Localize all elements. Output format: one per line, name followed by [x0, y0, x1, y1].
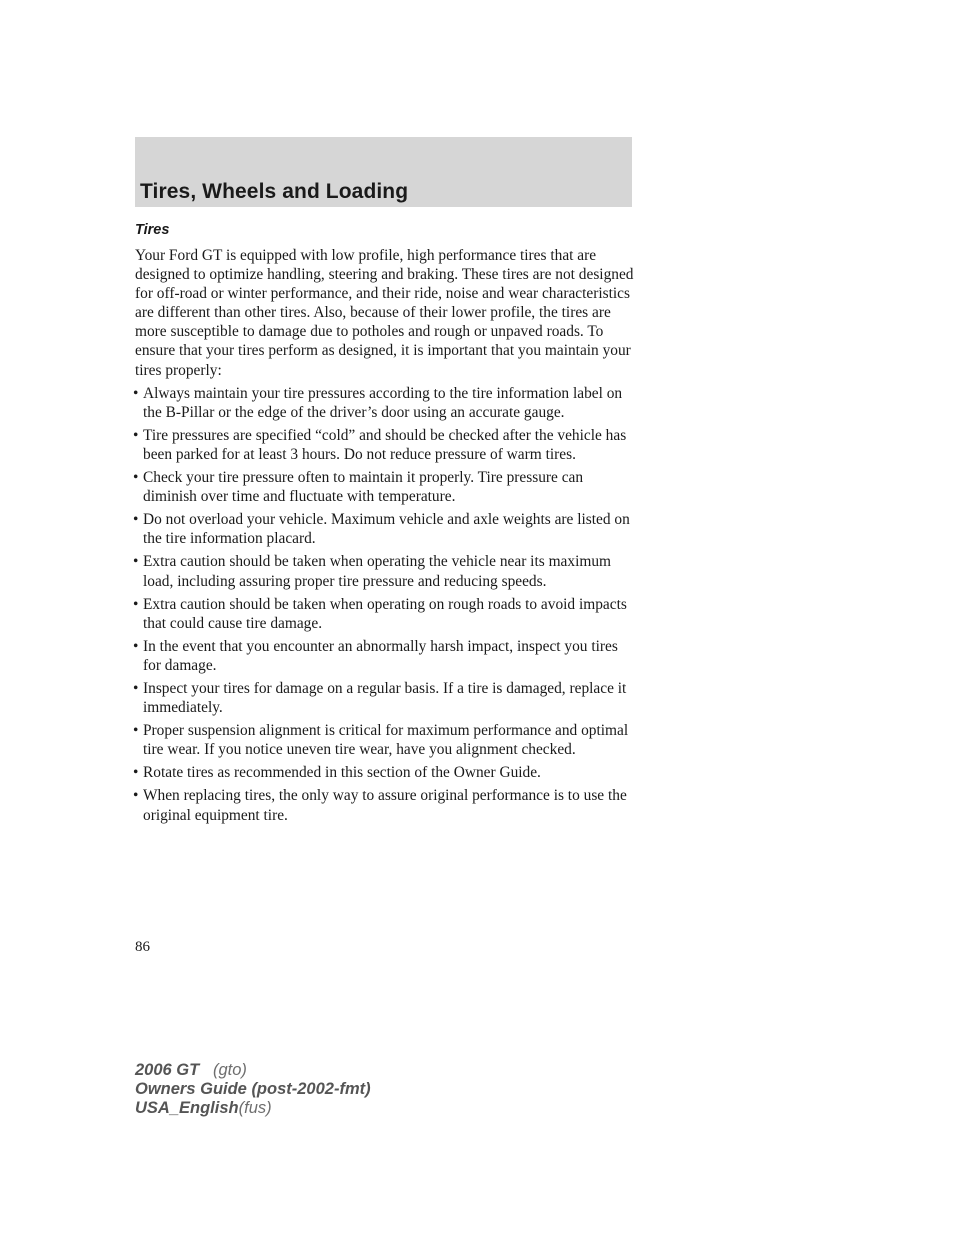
list-item: • Extra caution should be taken when operating the vehicle near its maximum load, including assuring proper tire pressure and reducing speeds.	[135, 552, 635, 590]
list-item: • Tire pressures are specified “cold” and should be checked after the vehicle has been parked for at least 3 hours. Do not reduce pressure of warm tires.	[135, 426, 635, 464]
list-item: • Check your tire pressure often to maintain it properly. Tire pressure can diminish over time and fluctuate with temperature.	[135, 468, 635, 506]
page-number: 86	[135, 939, 150, 955]
list-item: • Proper suspension alignment is critical for maximum performance and optimal tire wear. If you notice uneven tire wear, have you alignment checked.	[135, 721, 635, 759]
footer-guide-name: Owners Guide (post-2002-fmt)	[135, 1080, 371, 1099]
tire-maintenance-list	[135, 384, 635, 825]
list-item: • Always maintain your tire pressures according to the tire information label on the B-Pillar or the edge of the driver’s door using an accurate gauge.	[135, 384, 635, 422]
list-item: • Do not overload your vehicle. Maximum vehicle and axle weights are listed on the tire information placard.	[135, 510, 635, 548]
footer-model-code: (gto)	[212, 1061, 247, 1079]
intro-paragraph: Your Ford GT is equipped with low profile, high performance tires that are designed to optimize handling, steering and braking. These tires are not designed for off-road or winter performance, and their ride, noise and wear characteristics are different than other tires. Also, because of their lower profile, the tires are more susceptible to damage due to potholes and rough or unpaved roads. To ensure that your tires perform as designed, it is important that you maintain your tires properly:	[135, 247, 634, 379]
footer-model-year: 2006 GT	[135, 1061, 200, 1079]
page-header-title: Tires, Wheels and Loading	[140, 180, 409, 203]
footer-line-model	[135, 1061, 371, 1080]
list-item: • When replacing tires, the only way to assure original performance is to use the original equipment tire.	[135, 786, 635, 824]
page-content	[135, 221, 635, 829]
footer-line-language	[135, 1099, 371, 1118]
list-item: • In the event that you encounter an abnormally harsh impact, inspect you tires for damage.	[135, 637, 635, 675]
section-title: Tires	[135, 222, 170, 238]
footer-language-code: (fus)	[238, 1099, 272, 1118]
list-item: • Inspect your tires for damage on a regular basis. If a tire is damaged, replace it immediately.	[135, 679, 635, 717]
footer-language: USA_English	[135, 1099, 239, 1118]
footer-line-guide	[135, 1080, 371, 1099]
document-footer	[135, 1061, 371, 1119]
list-item: • Extra caution should be taken when operating on rough roads to avoid impacts that could cause tire damage.	[135, 595, 635, 633]
list-item: • Rotate tires as recommended in this section of the Owner Guide.	[135, 763, 635, 782]
